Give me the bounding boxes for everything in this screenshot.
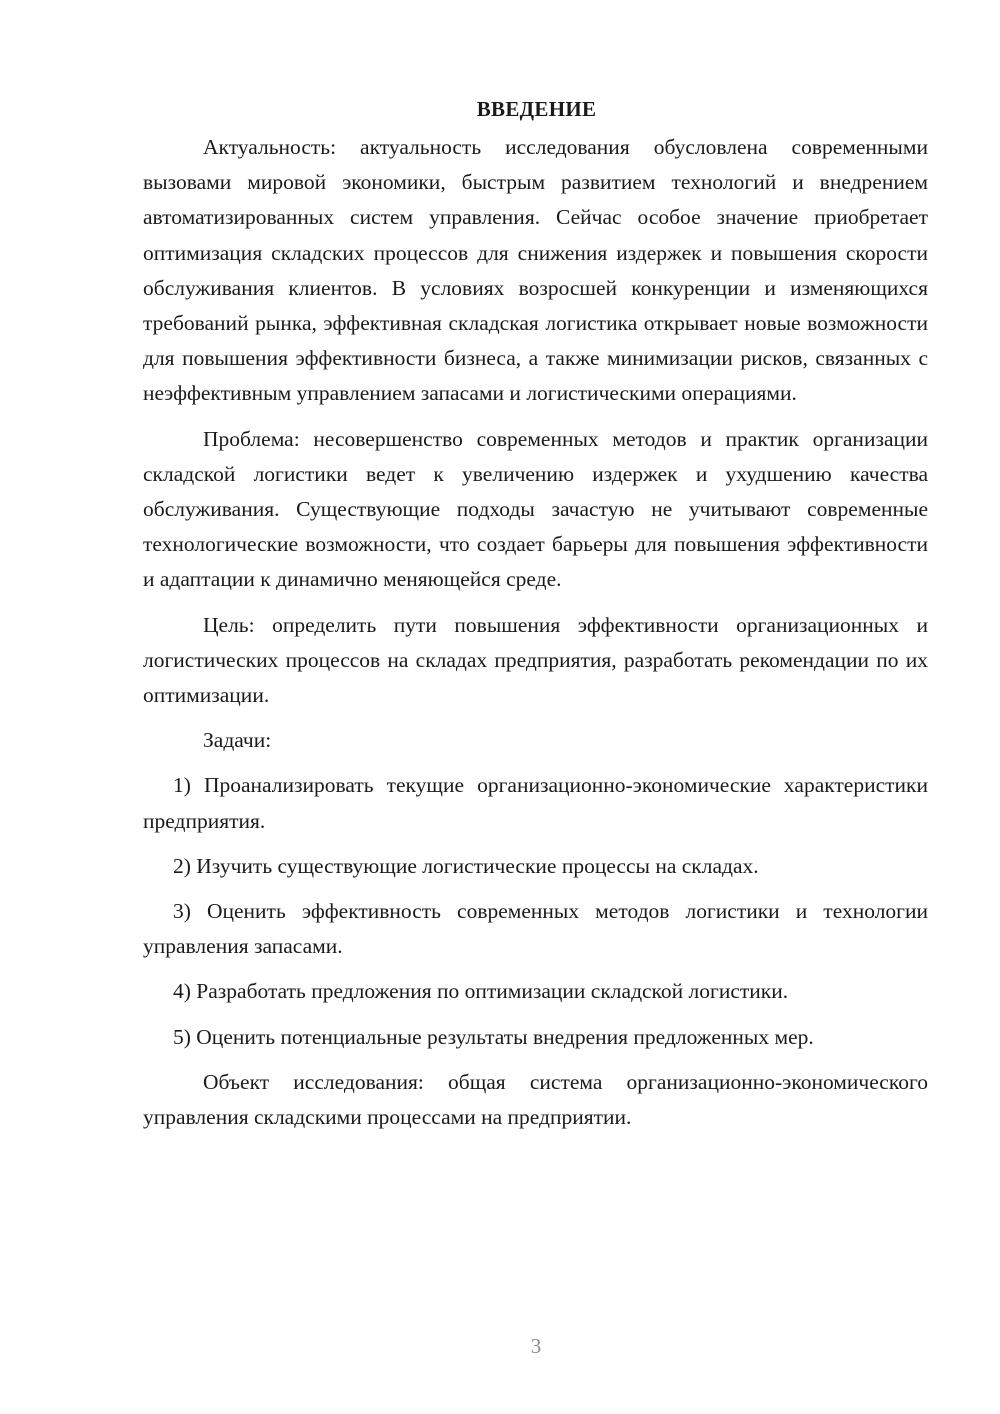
document-page [143, 90, 928, 1135]
section-heading: ВВЕДЕНИЕ [476, 97, 597, 121]
paragraph-object: Объект исследования: общая система организационно-экономического управления складскими процессами на предприятии. [143, 1069, 928, 1130]
paragraph-goal: Цель: определить пути повышения эффективности организационных и логистических процессов на складах предприятия, разработать рекомендации по их оптимизации. [143, 612, 928, 708]
paragraph-tasks-label: Задачи: [203, 728, 272, 753]
task-item-1: 1) Проанализировать текущие организационно-экономические характеристики предприятия. [143, 773, 928, 833]
paragraph-relevance: Актуальность: актуальность исследования обусловлена современными вызовами мировой экономики, быстрым развитием технологий и внедрением автоматизированных систем управления. Сейчас особое значение приобретает оптимизация складских процессов для снижения издержек и повышения скорости обслуживания клиентов. В условиях возросшей конкуренции и изменяющихся требований рынка, эффективная складская логистика открывает новые возможности для повышения эффективности бизнеса, а также минимизации рисков, связанных с неэффективным управлением запасами и логистическими операциями. [143, 135, 928, 406]
task-item-5: 5) Оценить потенциальные результаты внедрения предложенных мер. [173, 1024, 814, 1049]
task-item-2: 2) Изучить существующие логистические процессы на складах. [173, 853, 759, 878]
paragraph-problem: Проблема: несовершенство современных методов и практик организации складской логистики ведет к увеличению издержек и ухудшению качества обслуживания. Существующие подходы зачастую не учитывают современные технологические возможности, что создает барьеры для повышения эффективности и адаптации к динамично меняющейся среде. [143, 426, 928, 592]
page-number: 3 [530, 1334, 542, 1358]
task-item-4: 4) Разработать предложения по оптимизации складской логистики. [173, 979, 789, 1004]
task-item-3: 3) Оценить эффективность современных методов логистики и технологии управления запасами. [143, 899, 928, 959]
